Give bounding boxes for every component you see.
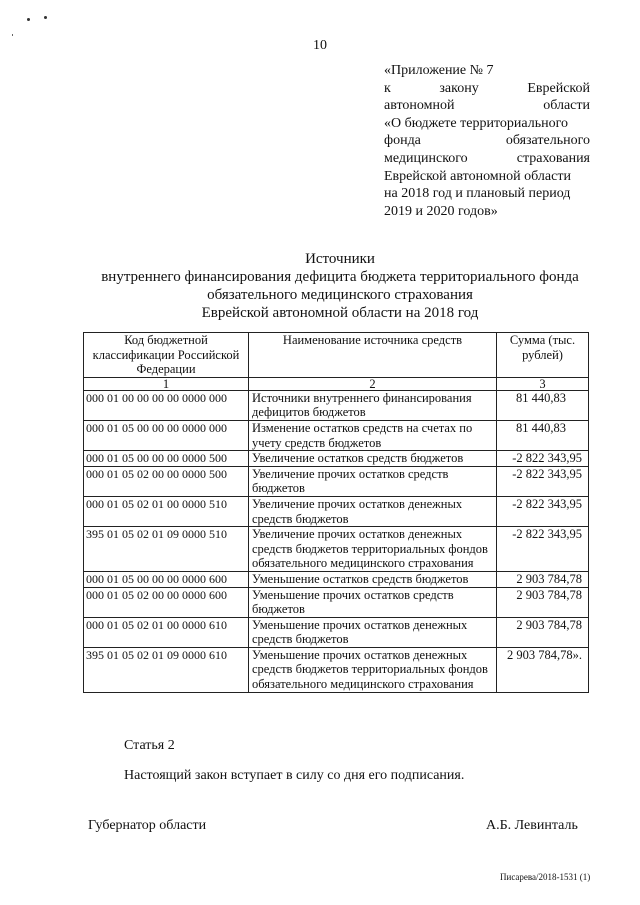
law-text: Настоящий закон вступает в силу со дня его подписания. — [124, 768, 465, 783]
table-row — [84, 420, 589, 450]
cell-sum: 81 440,83 — [497, 420, 589, 450]
cell-sum: -2 822 343,95 — [497, 466, 589, 496]
signature-name: А.Б. Левинталь — [486, 818, 578, 833]
cell-sum: -2 822 343,95 — [497, 496, 589, 526]
footer-reference: Писарева/2018-1531 (1) — [500, 872, 591, 882]
document-title — [60, 250, 620, 322]
table-row — [84, 617, 589, 647]
appendix-word: автономной — [384, 98, 455, 114]
cell-sum: -2 822 343,95 — [497, 527, 589, 572]
cell-name: Увеличение остатков средств бюджетов — [249, 451, 497, 467]
scan-speck — [44, 16, 47, 19]
table-row — [84, 496, 589, 526]
table-row — [84, 466, 589, 496]
table-row — [84, 571, 589, 587]
appendix-word: области — [543, 98, 590, 114]
cell-code: 000 01 05 02 01 00 0000 610 — [84, 617, 249, 647]
appendix-word: к — [384, 80, 391, 96]
column-number: 1 — [84, 377, 249, 390]
cell-name: Источники внутреннего финансирования дефицитов бюджетов — [249, 390, 497, 420]
cell-name: Изменение остатков средств на счетах по учету средств бюджетов — [249, 420, 497, 450]
title-line: Еврейской автономной области на 2018 год — [201, 305, 479, 321]
appendix-line — [384, 150, 590, 168]
header-sum: Сумма (тыс. рублей) — [497, 333, 589, 378]
article-label: Статья 2 — [124, 738, 175, 753]
scan-speck — [12, 34, 13, 36]
signature-title: Губернатор области — [88, 818, 207, 833]
appendix-line: на 2018 год и плановый период — [384, 186, 571, 202]
cell-name: Уменьшение прочих остатков средств бюджетов — [249, 587, 497, 617]
cell-name: Увеличение прочих остатков денежных средств бюджетов — [249, 496, 497, 526]
table-row — [84, 451, 589, 467]
cell-sum: 2 903 784,78». — [497, 647, 589, 692]
title-line: обязательного медицинского страхования — [207, 287, 473, 303]
appendix-line — [384, 97, 590, 115]
cell-name: Уменьшение остатков средств бюджетов — [249, 571, 497, 587]
appendix-word: Еврейской — [527, 80, 590, 96]
cell-code: 000 01 05 02 00 00 0000 600 — [84, 587, 249, 617]
cell-code: 000 01 05 00 00 00 0000 600 — [84, 571, 249, 587]
cell-name: Уменьшение прочих остатков денежных средств бюджетов — [249, 617, 497, 647]
appendix-line: «О бюджете территориального — [384, 115, 568, 131]
cell-code: 000 01 05 02 00 00 0000 500 — [84, 466, 249, 496]
cell-sum: 2 903 784,78 — [497, 571, 589, 587]
table-row — [84, 527, 589, 572]
appendix-word: медицинского — [384, 150, 468, 166]
column-number-row — [84, 377, 589, 390]
cell-code: 000 01 05 00 00 00 0000 500 — [84, 451, 249, 467]
header-name: Наименование источника средств — [249, 333, 497, 378]
column-number: 3 — [497, 377, 589, 390]
appendix-line — [384, 132, 590, 150]
appendix-word: страхования — [516, 150, 590, 166]
cell-sum: -2 822 343,95 — [497, 451, 589, 467]
cell-code: 000 01 05 00 00 00 0000 000 — [84, 420, 249, 450]
cell-name: Уменьшение прочих остатков денежных средств бюджетов территориальных фондов обязательного медицинского страхования — [249, 647, 497, 692]
appendix-word: фонда — [384, 133, 421, 149]
table-row — [84, 390, 589, 420]
appendix-word: обязательного — [505, 133, 590, 149]
table-header-row — [84, 333, 589, 378]
scan-speck — [27, 18, 30, 21]
cell-sum: 2 903 784,78 — [497, 617, 589, 647]
sources-table — [83, 332, 589, 693]
table-row — [84, 647, 589, 692]
cell-sum: 2 903 784,78 — [497, 587, 589, 617]
column-number: 2 — [249, 377, 497, 390]
title-line: внутреннего финансирования дефицита бюджета территориального фонда — [101, 269, 579, 285]
appendix-line: Еврейской автономной области — [384, 168, 571, 184]
table-row — [84, 587, 589, 617]
appendix-header — [384, 62, 590, 220]
cell-name: Увеличение прочих остатков денежных средств бюджетов территориальных фондов обязательного медицинского страхования — [249, 527, 497, 572]
appendix-line: 2019 и 2020 годов» — [384, 203, 498, 219]
cell-code: 000 01 00 00 00 00 0000 000 — [84, 390, 249, 420]
header-code: Код бюджетной классификации Российской Федерации — [84, 333, 249, 378]
cell-code: 395 01 05 02 01 09 0000 610 — [84, 647, 249, 692]
title-line: Источники — [305, 251, 375, 267]
appendix-line: «Приложение № 7 — [384, 63, 494, 78]
cell-name: Увеличение прочих остатков средств бюджетов — [249, 466, 497, 496]
cell-sum: 81 440,83 — [497, 390, 589, 420]
cell-code: 000 01 05 02 01 00 0000 510 — [84, 496, 249, 526]
appendix-word: закону — [439, 80, 479, 96]
appendix-line — [384, 80, 590, 98]
page-number: 10 — [313, 38, 327, 53]
cell-code: 395 01 05 02 01 09 0000 510 — [84, 527, 249, 572]
